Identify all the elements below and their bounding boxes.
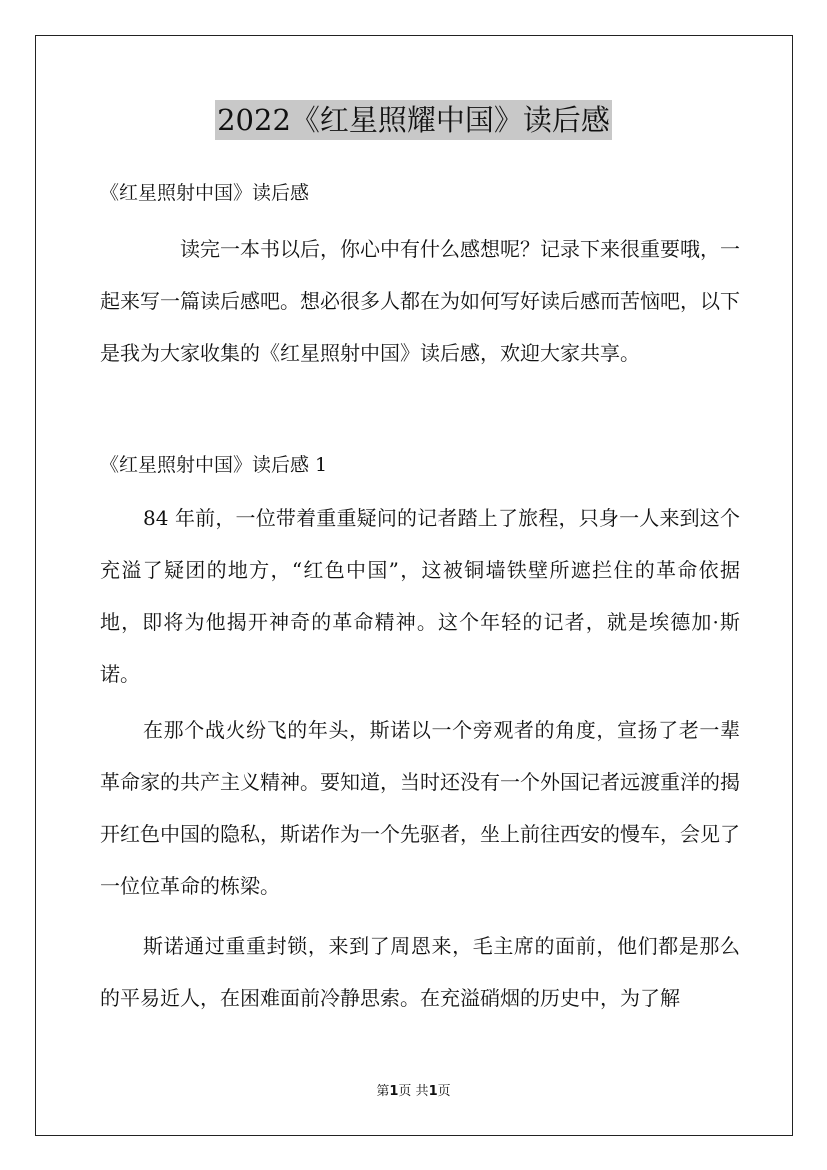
footer-page-number: 1	[389, 1084, 399, 1099]
body-paragraph-3: 斯诺通过重重封锁，来到了周恩来，毛主席的面前，他们都是那么的平易近人，在困难面前冷静思索。在充溢硝烟的历史中，为了解	[100, 934, 740, 1010]
footer-page-suffix: 页	[437, 1084, 451, 1099]
page-footer	[0, 1082, 827, 1102]
body-paragraph-2: 在那个战火纷飞的年头，斯诺以一个旁观者的角度，宣扬了老一辈革命家的共产主义精神。要知道，当时还没有一个外国记者远渡重洋的揭开红色中国的隐私，斯诺作为一个先驱者，坐上前往西安的慢车，会见了一位位革命的栋梁。	[100, 718, 740, 898]
intro-paragraph: 读完一本书以后，你心中有什么感想呢？记录下来很重要哦，一起来写一篇读后感吧。想必很多人都在为如何写好读后感而苦恼吧，以下是我为大家收集的《红星照射中国》读后感，欢迎大家共享。	[100, 237, 740, 365]
footer-page-prefix: 第	[376, 1084, 390, 1099]
body-paragraph-1: 84 年前，一位带着重重疑问的记者踏上了旅程，只身一人来到这个充溢了疑团的地方，“红色中国”，这被铜墙铁壁所遮拦住的革命依据地，即将为他揭开神奇的革命精神。这个年轻的记者，就是埃德加·斯诺。	[100, 506, 740, 686]
footer-page-mid: 页 共	[398, 1084, 429, 1099]
footer-page-total: 1	[428, 1084, 438, 1099]
title-container	[0, 100, 827, 140]
document-subtitle: 《红星照射中国》读后感	[100, 182, 310, 204]
section-heading: 《红星照射中国》读后感 1	[100, 454, 328, 476]
document-title: 2022《红星照耀中国》读后感	[215, 100, 612, 140]
